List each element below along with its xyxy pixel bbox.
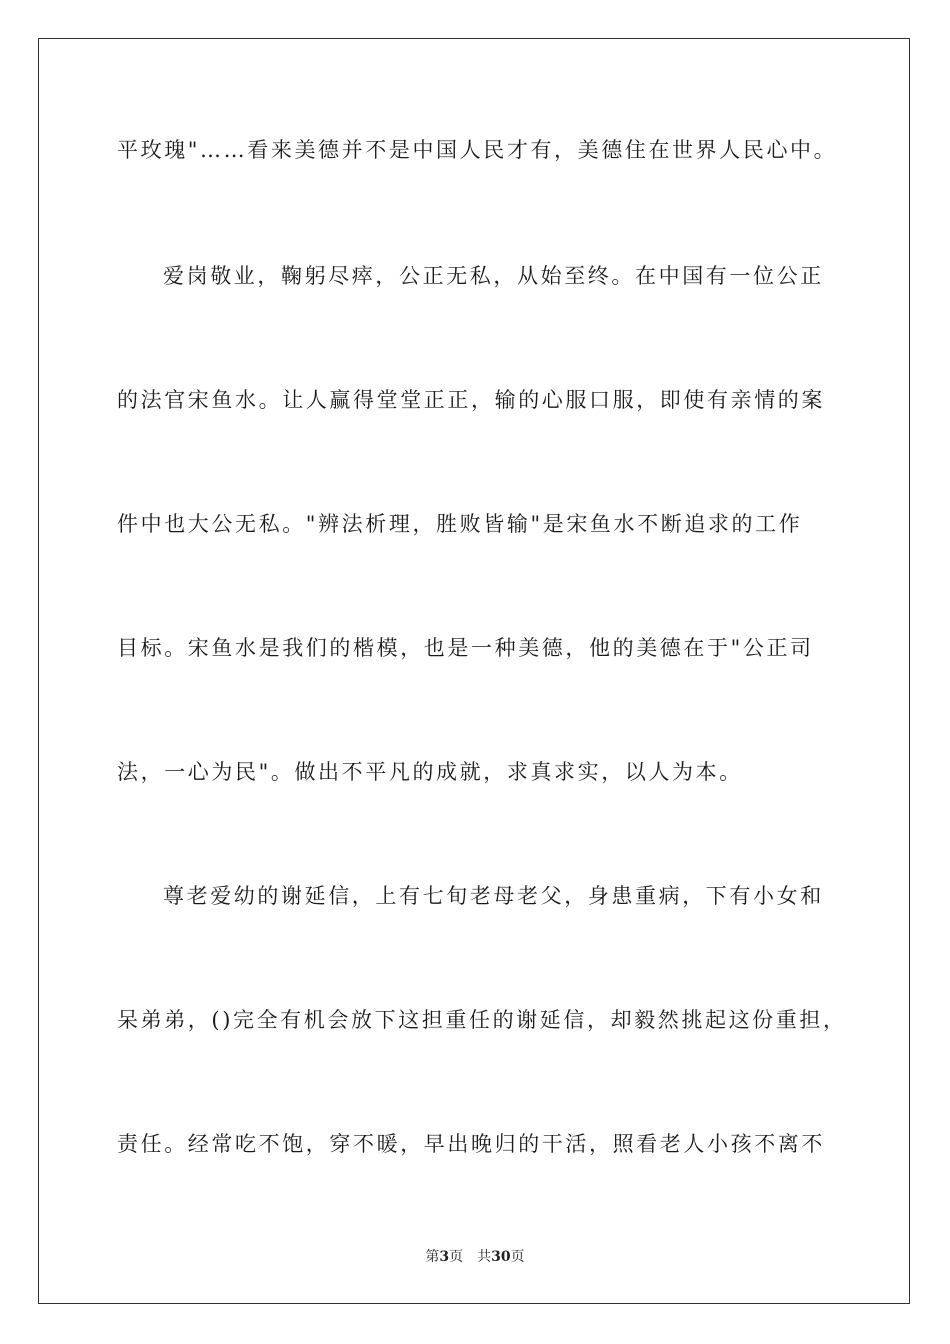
text-line-5: 目标。宋鱼水是我们的楷模，也是一种美德，他的美德在于"公正司 (117, 636, 814, 660)
footer-page-number: 3 (439, 1249, 450, 1265)
text-line-9: 责任。经常吃不饱，穿不暖，早出晚归的干活，照看老人小孩不离不 (117, 1132, 825, 1156)
text-line-6: 法，一心为民"。做出不平凡的成就，求真求实，以人为本。 (117, 760, 743, 784)
page-footer (0, 1248, 950, 1266)
footer-page-prefix: 第 (425, 1249, 440, 1265)
text-line-3: 的法官宋鱼水。让人赢得堂堂正正，输的心服口服，即使有亲情的案 (117, 388, 825, 412)
text-line-8: 呆弟弟，()完全有机会放下这担重任的谢延信，却毅然挑起这份重担， (117, 1008, 847, 1032)
footer-page-suffix: 页 (449, 1249, 464, 1265)
page-border (38, 38, 910, 1304)
paragraph-start-line-2: 爱岗敬业，鞠躬尽瘁，公正无私，从始至终。在中国有一位公正 (163, 264, 824, 288)
footer-total-pages: 30 (491, 1249, 511, 1265)
footer-total-suffix: 页 (510, 1249, 525, 1265)
text-line-4: 件中也大公无私。"辨法析理，胜败皆输"是宋鱼水不断追求的工作 (117, 512, 803, 536)
footer-total-prefix: 共 (477, 1249, 492, 1265)
text-line-1: 平玫瑰"……看来美德并不是中国人民才有，美德住在世界人民心中。 (117, 138, 838, 162)
paragraph-start-line-7: 尊老爱幼的谢延信，上有七旬老母老父，身患重病，下有小女和 (163, 884, 824, 908)
